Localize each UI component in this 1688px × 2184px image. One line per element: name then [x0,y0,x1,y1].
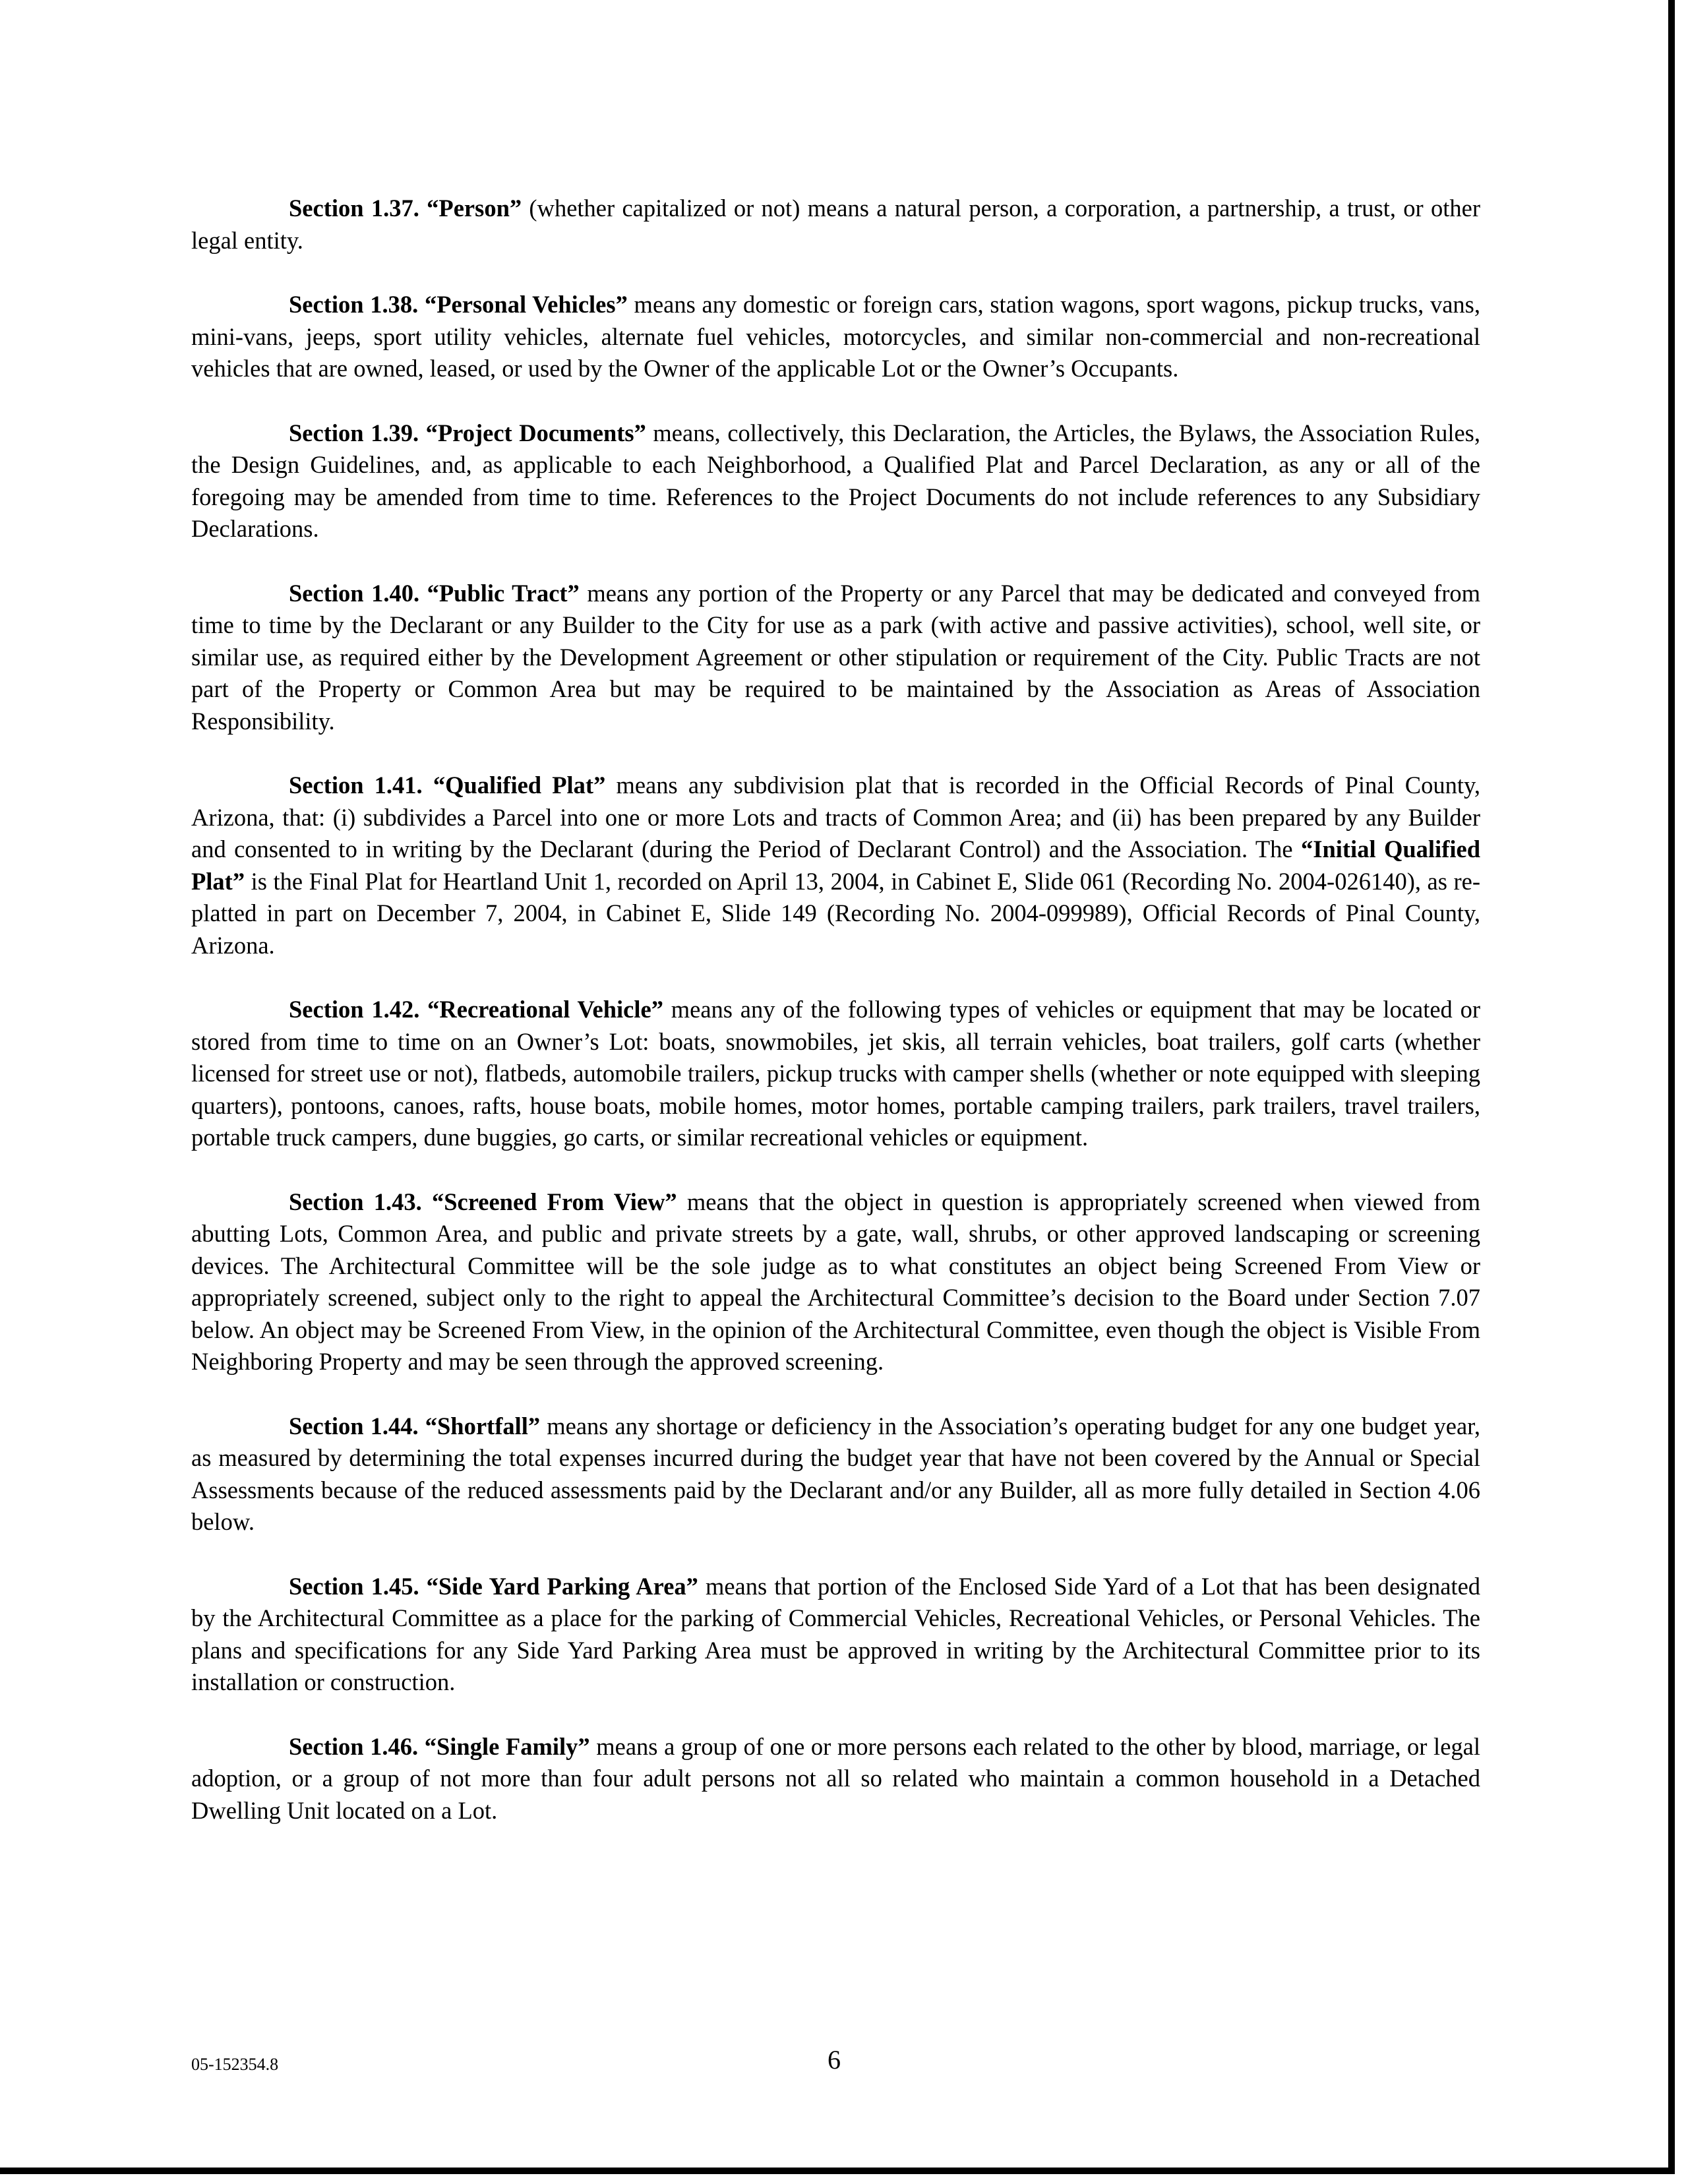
section-text: means any domestic or foreign cars, station wagons, sport wagons, pickup trucks, vans, mini-vans, jeeps, sport utility vehicles, alternate fuel vehicles, motorcycles, and similar non-commercial and non-recreational vehicles that are owned, leased, or used by the Owner of the applicable Lot or the Owner’s Occupants. [191,291,1481,382]
section-1-39 [191,417,1480,545]
section-1-46 [191,1731,1480,1827]
section-text: (whether capitalized or not) means a natural person, a corporation, a partnership, a trust, or other legal entity. [191,195,1480,254]
section-1-42 [191,994,1480,1154]
section-number: Section 1.37. [289,195,419,222]
defined-term: “Personal Vehicles” [425,291,628,318]
section-1-43 [191,1186,1480,1378]
document-id: 05-152354.8 [191,2055,279,2074]
section-1-37 [191,193,1480,257]
section-number: Section 1.40. [289,579,420,607]
section-text: means that the object in question is appropriately screened when viewed from abutting Lots, Common Area, and public and private streets by a gate, wall, shrubs, or other approved landscaping or screening devices. The Architectural Committee will be the sole judge as to what constitutes an object being Screened From View or appropriately screened, subject only to the right to appeal the Architectural Committee’s decision to the Board under Section 7.07 below. An object may be Screened From View, in the opinion of the Architectural Committee, even though the object is Visible From Neighboring Property and may be seen through the approved screening. [191,1188,1481,1375]
page-number: 6 [828,2045,841,2075]
section-text-continued: is the Final Plat for Heartland Unit 1, recorded on April 13, 2004, in Cabinet E, Slide 061 (Recording No. 2004-026140), as re-platted in part on December 7, 2004, in Cabinet E, Slide 149 (Recording No. 2004-099989), Official Records of Pinal County, Arizona. [191,867,1480,959]
section-number: Section 1.39. [289,419,419,446]
section-1-45 [191,1571,1480,1699]
document-body [191,193,1480,1859]
section-text: means any shortage or deficiency in the Association’s operating budget for any one budget year, as measured by determining the total expenses incurred during the budget year that have not been covered by the Annual or Special Assessments because of the reduced assessments paid by the Declarant and/or any Builder, all as more fully detailed in Section 4.06 below. [191,1412,1481,1535]
defined-term-secondary: “Initial Qualified Plat” [191,835,1480,895]
section-number: Section 1.41. [289,772,423,799]
section-number: Section 1.43. [289,1188,422,1215]
section-1-41 [191,770,1480,961]
section-number: Section 1.42. [289,996,420,1023]
defined-term: “Person” [427,195,522,222]
section-text: means, collectively, this Declaration, the Articles, the Bylaws, the Association Rules, the Design Guidelines, and, as applicable to each Neighborhood, a Qualified Plat and Parcel Declaration, as any or all of the foregoing may be amended from time to time. References to the Project Documents do not include references to any Subsidiary Declarations. [191,419,1480,542]
defined-term: “Shortfall” [425,1412,541,1440]
defined-term: “Project Documents” [425,419,646,446]
defined-term: “Single Family” [424,1732,590,1760]
section-text: means that portion of the Enclosed Side Yard of a Lot that has been designated by the Architectural Committee as a place for the parking of Commercial Vehicles, Recreational Vehicles, or Personal Vehicles. The plans and specifications for any Side Yard Parking Area must be approved in writing by the Architectural Committee prior to its installation or construction. [191,1572,1481,1695]
defined-term: “Side Yard Parking Area” [426,1572,698,1600]
section-number: Section 1.44. [289,1412,419,1440]
section-1-44 [191,1410,1480,1538]
section-text: means any subdivision plat that is recorded in the Official Records of Pinal County, Arizona, that: (i) subdivides a Parcel into one or more Lots and tracts of Common Area; and (ii) has been prepared by any Builder and consented to in writing by the Declarant (during the Period of Declarant Control) and the Association. The [191,772,1481,863]
section-number: Section 1.46. [289,1732,419,1760]
section-text: means any of the following types of vehicles or equipment that may be located or stored from time to time on an Owner’s Lot: boats, snowmobiles, jet skis, all terrain vehicles, boat trailers, golf carts (whether licensed for street use or not), flatbeds, automobile trailers, pickup trucks with camper shells (whether or note equipped with sleeping quarters), pontoons, canoes, rafts, house boats, mobile homes, motor homes, portable camping trailers, park trailers, travel trailers, portable truck campers, dune buggies, go carts, or similar recreational vehicles or equipment. [191,996,1480,1151]
defined-term: “Qualified Plat” [433,772,606,799]
section-text: means a group of one or more persons each related to the other by blood, marriage, or legal adoption, or a group of not more than four adult persons not all so related who maintain a common household in a Detached Dwelling Unit located on a Lot. [191,1732,1480,1824]
section-number: Section 1.38. [289,291,419,318]
section-number: Section 1.45. [289,1572,419,1600]
defined-term: “Recreational Vehicle” [427,996,663,1023]
page-edge-bottom [0,2168,1675,2174]
section-text: means any portion of the Property or any Parcel that may be dedicated and conveyed from time to time by the Declarant or any Builder to the City for use as a park (with active and passive activities), school, well site, or similar use, as required either by the Development Agreement or other stipulation or requirement of the City. Public Tracts are not part of the Property or Common Area but may be required to be maintained by the Association as Areas of Association Responsibility. [191,579,1480,735]
section-1-38 [191,289,1480,385]
section-1-40 [191,578,1480,738]
defined-term: “Screened From View” [431,1188,677,1215]
defined-term: “Public Tract” [427,579,580,607]
page-edge-right [1668,0,1675,2173]
